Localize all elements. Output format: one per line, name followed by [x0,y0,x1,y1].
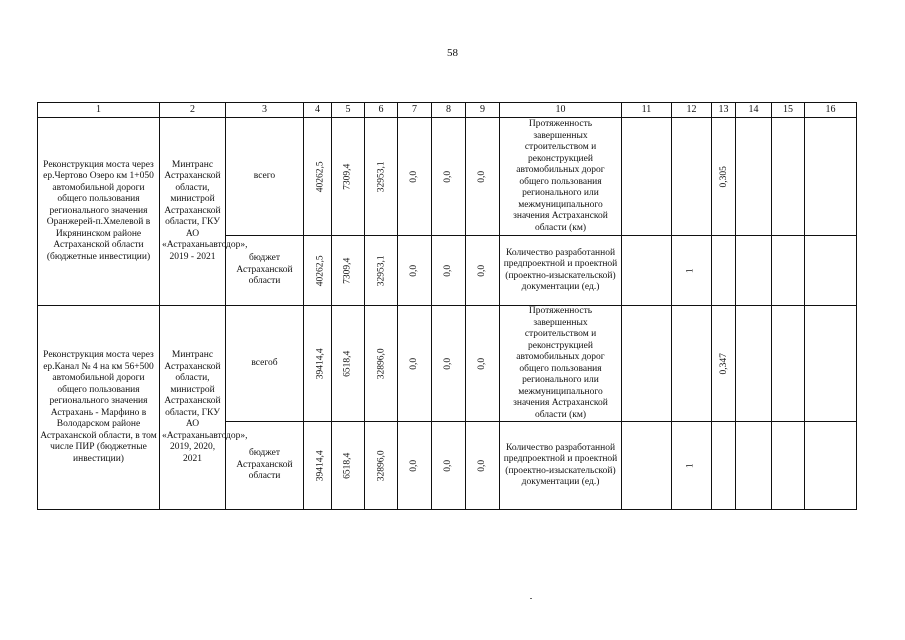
value-cell [304,306,332,422]
value-text: 0,305 [718,165,729,188]
value-text: 39414,4 [315,450,326,481]
value-text: 0,0 [442,459,453,472]
column-header: 12 [672,103,712,118]
value-text: 1 [685,268,696,273]
project-name: Реконструкция моста через ер.Чертово Озеро км 1+050 автомобильной дороги общего пользования регионального значения Оранжерей-п.Хмелевой в Икрянинском районе Астраханской области (бюджетные инвестиции) [38,118,160,306]
value-text: 0,0 [476,264,487,277]
value-cell [672,118,712,236]
value-text: 1 [685,463,696,468]
value-text: 32953,1 [376,161,387,192]
empty-cell [736,118,772,236]
funding-source: бюджет Астраханской области [226,236,304,306]
value-cell [304,236,332,306]
value-text: 0,0 [408,170,419,183]
empty-cell [805,236,857,306]
executor: Минтранс Астраханской области, министрой Астраханской области, ГКУ АО «Астраханьавтодор», 2019 - 2021 [160,118,226,306]
column-header: 5 [332,103,365,118]
value-cell [712,422,736,510]
indicator: Протяженность завершенных строительством и реконструкцией автомобильных дорог общего пользования регионального или межмуниципального значения Астраханской области (км) [500,306,622,422]
value-text: 0,0 [408,264,419,277]
empty-cell [772,236,805,306]
page-number: 58 [447,47,458,59]
program-table [37,102,857,510]
value-text: 0,0 [442,357,453,370]
funding-source: бюджет Астраханской области [226,422,304,510]
value-cell [332,306,365,422]
empty-cell [772,306,805,422]
value-cell [304,118,332,236]
table-row [38,118,857,236]
executor: Минтранс Астраханской области, министрой Астраханской области, ГКУ АО «Астраханьавтодор», 2019, 2020, 2021 [160,306,226,510]
column-header: 2 [160,103,226,118]
column-header: 7 [398,103,432,118]
value-cell [398,422,432,510]
value-cell [398,236,432,306]
column-header: 6 [365,103,398,118]
value-text: 6518,4 [342,350,353,377]
column-header: 15 [772,103,805,118]
indicator: Количество разработанной предпроектной и проектной (проектно-изыскательской) документации (ед.) [500,236,622,306]
value-cell [304,422,332,510]
column-header: 11 [622,103,672,118]
table-row [38,306,857,422]
value-cell [432,236,466,306]
empty-cell [805,306,857,422]
column-header: 9 [466,103,500,118]
value-cell [432,118,466,236]
value-text: 0,347 [718,352,729,375]
column-header: 3 [226,103,304,118]
value-cell [466,422,500,510]
value-text: 7309,4 [342,163,353,190]
value-cell [432,306,466,422]
value-cell [365,236,398,306]
value-text: 32896,0 [376,348,387,379]
empty-cell [622,236,672,306]
value-cell [332,422,365,510]
value-text: 40262,5 [315,161,326,192]
value-text: 0,0 [408,357,419,370]
empty-cell [736,236,772,306]
value-cell [712,306,736,422]
empty-cell [622,306,672,422]
value-text: 39414,4 [315,348,326,379]
funding-source: всего [226,118,304,236]
empty-cell [805,118,857,236]
value-cell [672,422,712,510]
indicator: Количество разработанной предпроектной и проектной (проектно-изыскательской) документации (ед.) [500,422,622,510]
value-cell [365,306,398,422]
value-cell [332,236,365,306]
column-header: 4 [304,103,332,118]
value-cell [466,118,500,236]
value-text: 40262,5 [315,255,326,286]
value-text: 32896,0 [376,450,387,481]
indicator: Протяженность завершенных строительством и реконструкцией автомобильных дорог общего пользования регионального или межмуниципального значения Астраханской области (км) [500,118,622,236]
empty-cell [772,118,805,236]
column-header: 13 [712,103,736,118]
value-cell [466,236,500,306]
value-cell [466,306,500,422]
value-cell [672,306,712,422]
empty-cell [805,422,857,510]
value-cell [432,422,466,510]
value-text: 0,0 [442,170,453,183]
value-cell [365,422,398,510]
empty-cell [736,306,772,422]
empty-cell [622,422,672,510]
value-text: 0,0 [476,170,487,183]
column-header: 10 [500,103,622,118]
value-text: 0,0 [408,459,419,472]
project-name: Реконструкция моста через ер.Канал № 4 на км 56+500 автомобильной дороги общего пользования регионального значения Астрахань - Марфино в Володарском районе Астраханской области, в том числе ПИР (бюджетные инвестиции) [38,306,160,510]
header-row [38,103,857,118]
value-cell [712,118,736,236]
value-text: 32953,1 [376,255,387,286]
column-header: 8 [432,103,466,118]
value-cell [672,236,712,306]
empty-cell [622,118,672,236]
column-header: 14 [736,103,772,118]
value-text: 6518,4 [342,452,353,479]
value-text: 0,0 [476,357,487,370]
value-cell [398,306,432,422]
empty-cell [736,422,772,510]
value-cell [365,118,398,236]
column-header: 16 [805,103,857,118]
funding-source: всегоб [226,306,304,422]
scan-speck [530,598,532,599]
empty-cell [772,422,805,510]
value-text: 0,0 [476,459,487,472]
value-cell [398,118,432,236]
value-cell [332,118,365,236]
value-cell [712,236,736,306]
value-text: 7309,4 [342,257,353,284]
value-text: 0,0 [442,264,453,277]
column-header: 1 [38,103,160,118]
